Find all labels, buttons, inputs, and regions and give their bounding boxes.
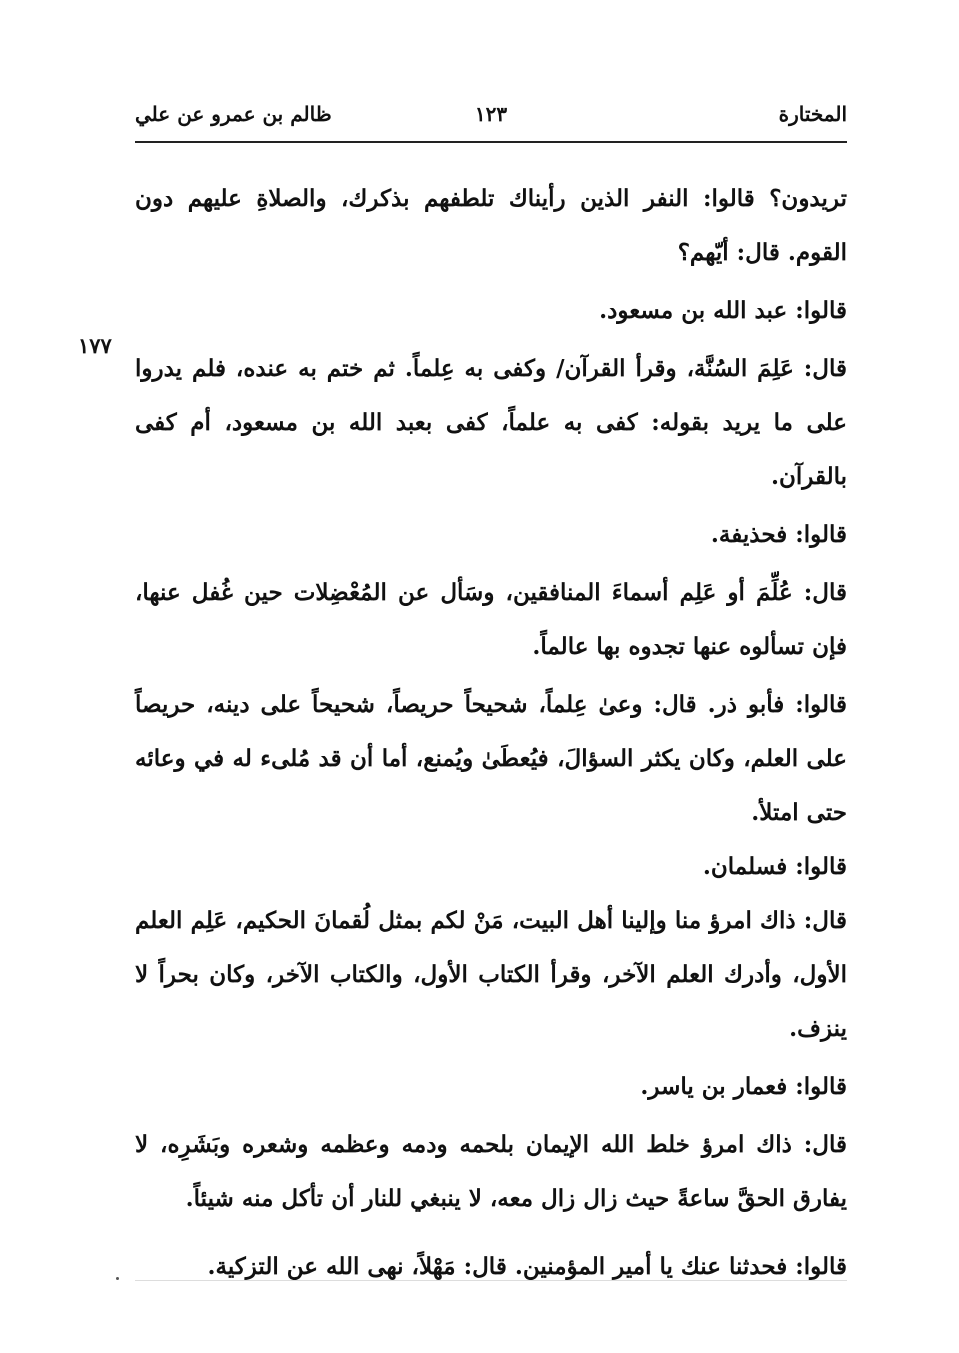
paragraph-6: قالوا: فأبو ذر. قال: وعىٰ عِلماً، شحيحاً حريصاً، شحيحاً على دينه، حريصاً على العلم، وكان يكثر السؤالَ، فيُعطَىٰ ويُمنع، أما أن قد مُلىء له في وعائه حتى امتلأ. — [135, 691, 847, 826]
paragraph-1: تريدون؟ قالوا: النفر الذين رأيناك تلطفهم بذكرك، والصلاةِ عليهم دون القوم. قال: أيّهم؟ — [135, 185, 847, 266]
paragraph-3: قال: عَلِمَ السُنَّة، وقرأ القرآن/ وكفى به عِلماً. ثم ختم به عنده، فلم يدروا على ما يريد بقوله: كفى به علماً، كفى بعبد الله بن مسعود، أم كفى بالقرآن. — [135, 355, 847, 490]
running-header — [135, 102, 847, 136]
margin-page-reference: ١٧٧ — [78, 333, 112, 358]
paragraph-5: قال: عُلِّمَ أو عَلِم أسماءَ المنافقين، وسَأل عن المُعْضِلات حين غُفل عنها، فإن تسألوه عنها تجدوه بها عالماً. — [135, 579, 847, 660]
header-divider — [135, 141, 847, 143]
main-text — [135, 172, 847, 1294]
footer-divider — [135, 1280, 847, 1281]
paragraph-7: قالوا: فسلمان. — [702, 853, 847, 880]
book-title: المختارة — [778, 102, 847, 126]
paragraph-9: قالوا: فعمار بن ياسر. — [640, 1073, 847, 1100]
section-title: ظالم بن عمرو عن علي — [135, 102, 332, 126]
page-number: ١٢٣ — [474, 102, 508, 126]
paragraph-8: قال: ذاك امرؤ منا وإلينا أهل البيت، مَنْ لكم بمثل لُقمانَ الحكيم، عَلِم العلم الأول، وأدرك العلم الآخر، وقرأ الكتاب الأول، والكتاب الآخر، وكان بحراً لا ينزف. — [135, 907, 847, 1042]
paragraph-11: قالوا: فحدثنا عنك يا أمير المؤمنين. قال: مَهْلاً، نهى الله عن التزكية. — [207, 1253, 847, 1280]
paragraph-10: قال: ذاك امرؤ خلط الله الإيمان بلحمه ودمه وعظمه وشعره وبَشَرِه، لا يفارق الحقَّ ساعةً حيث زال زال معه، لا ينبغي للنار أن تأكل منه شيئاً. — [135, 1131, 847, 1212]
scan-speck — [116, 1277, 119, 1280]
paragraph-4: قالوا: فحذيفة. — [710, 521, 847, 548]
paragraph-2: قالوا: عبد الله بن مسعود. — [599, 297, 847, 324]
